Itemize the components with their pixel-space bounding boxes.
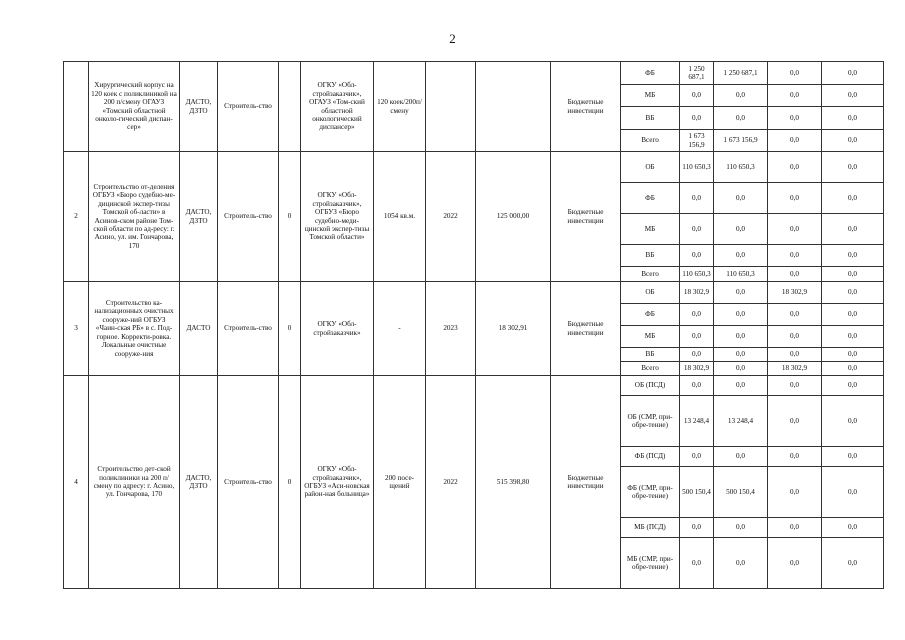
amount-year-3: 0,0: [822, 538, 884, 589]
total-amount: 0,0: [680, 518, 714, 538]
total-amount: 110 650,3: [680, 152, 714, 183]
amount-year-3: 0,0: [822, 447, 884, 467]
total-amount: 0,0: [680, 304, 714, 326]
budget-source: МБ: [621, 214, 680, 245]
total-amount: 0,0: [680, 348, 714, 362]
completion-year: [426, 62, 476, 152]
amount-year-3: 0,0: [822, 518, 884, 538]
project-name: Строительство дет-ской поликлиники на 200 п/смену по адресу: г. Асино, ул. Гончарова, 170: [89, 376, 180, 589]
amount-year-2: 18 302,9: [768, 362, 822, 376]
funding-type: Бюджетные инвестиции: [551, 282, 621, 376]
amount-year-2: 0,0: [768, 467, 822, 518]
amount-year-1: 1 673 156,9: [714, 130, 768, 152]
customer: ОГКУ «Обл-стройзаказчик», ОГАУЗ «Том-ский областной онкологический диспансер»: [301, 62, 374, 152]
budget-source: ФБ: [621, 304, 680, 326]
amount-year-3: 0,0: [822, 326, 884, 348]
total-amount: 0,0: [680, 326, 714, 348]
total-amount: 1 673 156,9: [680, 130, 714, 152]
amount-year-2: 0,0: [768, 130, 822, 152]
amount-year-3: 0,0: [822, 348, 884, 362]
estimated-cost: 18 302,91: [476, 282, 551, 376]
amount-year-3: 0,0: [822, 214, 884, 245]
customer: ОГКУ «Обл-стройзаказчик», ОГБУЗ «Аси-новская район-ная больница»: [301, 376, 374, 589]
responsible-department: ДАСТО, ДЗТО: [180, 152, 218, 282]
funding-type: Бюджетные инвестиции: [551, 376, 621, 589]
column-5-value: 0: [279, 282, 301, 376]
amount-year-3: 0,0: [822, 282, 884, 304]
amount-year-1: 110 650,3: [714, 267, 768, 282]
estimated-cost: 515 398,80: [476, 376, 551, 589]
budget-source: ВБ: [621, 348, 680, 362]
amount-year-3: 0,0: [822, 396, 884, 447]
amount-year-2: 0,0: [768, 396, 822, 447]
amount-year-3: 0,0: [822, 152, 884, 183]
capacity: 1054 кв.м.: [374, 152, 426, 282]
total-amount: 0,0: [680, 107, 714, 130]
column-5-value: 0: [279, 376, 301, 589]
amount-year-1: 0,0: [714, 282, 768, 304]
budget-source: ОБ (ПСД): [621, 376, 680, 396]
amount-year-1: 0,0: [714, 538, 768, 589]
project-number: [64, 62, 89, 152]
project-number: 4: [64, 376, 89, 589]
capacity: -: [374, 282, 426, 376]
funding-type: Бюджетные инвестиции: [551, 152, 621, 282]
budget-source: ФБ: [621, 183, 680, 214]
amount-year-2: 0,0: [768, 85, 822, 107]
total-amount: 18 302,9: [680, 362, 714, 376]
amount-year-3: 0,0: [822, 245, 884, 267]
table-row: [64, 152, 905, 183]
total-amount: 1 250 687,1: [680, 62, 714, 85]
amount-year-2: 0,0: [768, 267, 822, 282]
completion-year: 2022: [426, 152, 476, 282]
total-amount: 110 650,3: [680, 267, 714, 282]
amount-year-1: 0,0: [714, 348, 768, 362]
amount-year-1: 0,0: [714, 376, 768, 396]
amount-year-3: 0,0: [822, 304, 884, 326]
completion-year: 2022: [426, 376, 476, 589]
work-type: Строитель-ство: [218, 282, 279, 376]
responsible-department: ДАСТО: [180, 282, 218, 376]
amount-year-1: 0,0: [714, 304, 768, 326]
total-amount: 0,0: [680, 447, 714, 467]
budget-source: ОБ: [621, 152, 680, 183]
investment-table: [63, 61, 905, 589]
budget-source: ОБ (СМР, при-обре-тение): [621, 396, 680, 447]
amount-year-2: 0,0: [768, 214, 822, 245]
capacity: 200 посе-щений: [374, 376, 426, 589]
amount-year-3: 0,0: [822, 62, 884, 85]
budget-source: МБ: [621, 85, 680, 107]
amount-year-3: 0,0: [822, 467, 884, 518]
amount-year-3: 0,0: [822, 107, 884, 130]
total-amount: 0,0: [680, 214, 714, 245]
total-amount: 500 150,4: [680, 467, 714, 518]
work-type: Строитель-ство: [218, 152, 279, 282]
amount-year-1: 500 150,4: [714, 467, 768, 518]
project-number: 2: [64, 152, 89, 282]
amount-year-1: 0,0: [714, 245, 768, 267]
completion-year: 2023: [426, 282, 476, 376]
total-amount: 0,0: [680, 245, 714, 267]
total-amount: 0,0: [680, 85, 714, 107]
estimated-cost: 125 000,00: [476, 152, 551, 282]
amount-year-1: 0,0: [714, 107, 768, 130]
amount-year-3: 0,0: [822, 130, 884, 152]
total-amount: 18 302,9: [680, 282, 714, 304]
budget-source: ВБ: [621, 107, 680, 130]
budget-source: МБ: [621, 326, 680, 348]
amount-year-1: 0,0: [714, 518, 768, 538]
amount-year-2: 0,0: [768, 107, 822, 130]
amount-year-3: 0,0: [822, 183, 884, 214]
amount-year-2: 0,0: [768, 152, 822, 183]
project-name: Хирургический корпус на 120 коек с поликлиникой на 200 п/смену ОГАУЗ «Томский областной онколо-гический диспан-сер»: [89, 62, 180, 152]
capacity: 120 коек/200п/смену: [374, 62, 426, 152]
amount-year-1: 110 650,3: [714, 152, 768, 183]
project-name: Строительство ка-нализационных очистных сооруже-ний ОГБУЗ «Чаин-ская РБ» в с. Под-горное. Корректи-ровка. Локальные очистные сооруже-ния: [89, 282, 180, 376]
column-5-value: 0: [279, 152, 301, 282]
budget-source: ФБ (ПСД): [621, 447, 680, 467]
amount-year-3: 0,0: [822, 362, 884, 376]
table-row: [64, 376, 905, 396]
budget-source: Всего: [621, 130, 680, 152]
amount-year-1: 13 248,4: [714, 396, 768, 447]
amount-year-2: 0,0: [768, 304, 822, 326]
table-row: [64, 282, 905, 304]
responsible-department: ДАСТО, ДЗТО: [180, 62, 218, 152]
amount-year-2: 0,0: [768, 348, 822, 362]
amount-year-2: 0,0: [768, 62, 822, 85]
total-amount: 0,0: [680, 376, 714, 396]
total-amount: 0,0: [680, 183, 714, 214]
amount-year-2: 0,0: [768, 183, 822, 214]
amount-year-1: 0,0: [714, 362, 768, 376]
responsible-department: ДАСТО, ДЗТО: [180, 376, 218, 589]
budget-source: Всего: [621, 362, 680, 376]
budget-source: МБ (ПСД): [621, 518, 680, 538]
page-number: 2: [449, 31, 456, 46]
amount-year-2: 0,0: [768, 518, 822, 538]
budget-source: ФБ: [621, 62, 680, 85]
total-amount: 13 248,4: [680, 396, 714, 447]
work-type: Строитель-ство: [218, 376, 279, 589]
budget-source: МБ (СМР, при-обре-тение): [621, 538, 680, 589]
amount-year-3: 0,0: [822, 376, 884, 396]
amount-year-2: 0,0: [768, 538, 822, 589]
amount-year-1: 0,0: [714, 326, 768, 348]
work-type: Строитель-ство: [218, 62, 279, 152]
project-name: Строительство от-деления ОГБУЗ «Бюро судебно-ме-дицинской экспер-тизы Томской об-ласти» в Асинов-ском районе Том-ской области по ад-ресу: г. Асино, ул. им. Гончарова, 170: [89, 152, 180, 282]
table-row: [64, 62, 905, 85]
budget-source: Всего: [621, 267, 680, 282]
customer: ОГКУ «Обл-стройзаказчик»: [301, 282, 374, 376]
amount-year-2: 0,0: [768, 245, 822, 267]
budget-source: ФБ (СМР, при-обре-тение): [621, 467, 680, 518]
amount-year-3: 0,0: [822, 85, 884, 107]
amount-year-1: 1 250 687,1: [714, 62, 768, 85]
estimated-cost: [476, 62, 551, 152]
amount-year-1: 0,0: [714, 183, 768, 214]
column-5-value: [279, 62, 301, 152]
amount-year-1: 0,0: [714, 214, 768, 245]
amount-year-2: 0,0: [768, 326, 822, 348]
funding-type: Бюджетные инвестиции: [551, 62, 621, 152]
budget-source: ВБ: [621, 245, 680, 267]
budget-source: ОБ: [621, 282, 680, 304]
amount-year-2: 18 302,9: [768, 282, 822, 304]
amount-year-2: 0,0: [768, 447, 822, 467]
total-amount: 0,0: [680, 538, 714, 589]
customer: ОГКУ «Обл-стройзаказчик», ОГБУЗ «Бюро судебно-меди-цинской экспер-тизы Томской области»: [301, 152, 374, 282]
amount-year-1: 0,0: [714, 85, 768, 107]
amount-year-1: 0,0: [714, 447, 768, 467]
amount-year-3: 0,0: [822, 267, 884, 282]
project-number: 3: [64, 282, 89, 376]
amount-year-2: 0,0: [768, 376, 822, 396]
